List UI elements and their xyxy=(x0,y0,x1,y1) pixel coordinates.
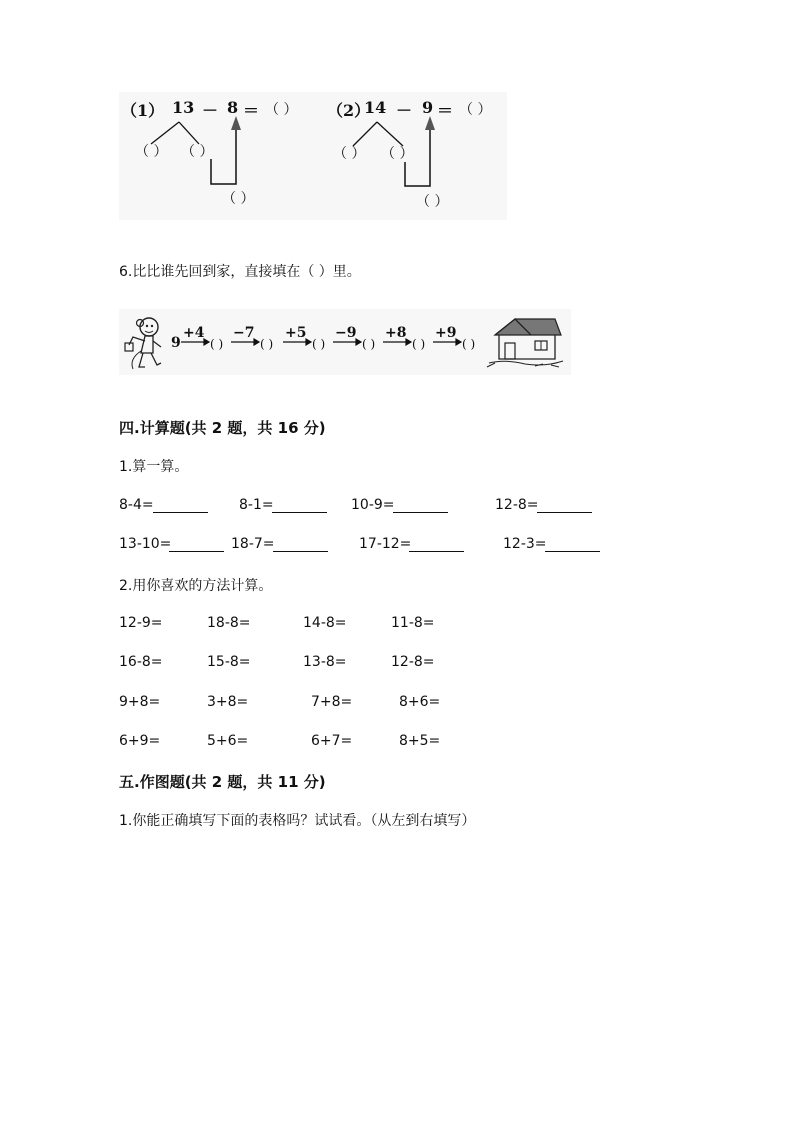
grid-r2-c2: 15-8= xyxy=(207,654,251,670)
race-op-2: −7 xyxy=(233,325,255,341)
q1-minus-sign: － xyxy=(202,101,219,120)
calc-row2-blank3[interactable] xyxy=(409,550,464,552)
calc-row1-item2: 8-1= xyxy=(239,497,274,513)
q1-minuend: 13 xyxy=(172,98,195,117)
section-4-q2-title: 2.用你喜欢的方法计算。 xyxy=(119,578,273,594)
race-blank-5[interactable]: ( ) xyxy=(412,337,426,351)
calc-row1-item1: 8-4= xyxy=(119,497,154,513)
grid-r1-c1: 12-9= xyxy=(119,615,163,631)
calc-row2-item4: 12-3= xyxy=(503,536,547,552)
decomposition-figure xyxy=(119,92,507,220)
race-figure xyxy=(119,309,571,375)
grid-r2-c3: 13-8= xyxy=(303,654,347,670)
grid-r3-c4: 8+6= xyxy=(399,694,441,710)
grid-r1-c3: 14-8= xyxy=(303,615,347,631)
race-op-6: +9 xyxy=(435,325,457,341)
grid-r1-c2: 18-8= xyxy=(207,615,251,631)
calc-row2-item2: 18-7= xyxy=(231,536,275,552)
race-op-3: +5 xyxy=(285,325,307,341)
race-blank-2[interactable]: ( ) xyxy=(260,337,274,351)
house-icon xyxy=(485,315,567,369)
race-op-4: −9 xyxy=(335,325,357,341)
q2-subtrahend: 9 xyxy=(422,98,434,117)
grid-r4-c4: 8+5= xyxy=(399,733,441,749)
grid-r3-c1: 9+8= xyxy=(119,694,161,710)
q2-label: （2） xyxy=(327,101,371,120)
q1-right-part-blank[interactable]: （ ） xyxy=(181,144,214,160)
race-start-number: 9 xyxy=(171,335,181,351)
calc-row1-blank4[interactable] xyxy=(537,511,592,513)
grid-r3-c2: 3+8= xyxy=(207,694,249,710)
calc-row2-blank2[interactable] xyxy=(273,550,328,552)
grid-r4-c3: 6+7= xyxy=(311,733,353,749)
calc-row2-blank4[interactable] xyxy=(545,550,600,552)
grid-r1-c4: 11-8= xyxy=(391,615,435,631)
calc-row2-item3: 17-12= xyxy=(359,536,412,552)
q1-subtrahend: 8 xyxy=(227,98,239,117)
race-blank-6[interactable]: ( ) xyxy=(462,337,476,351)
q2-bottom-blank[interactable]: （ ） xyxy=(416,194,449,210)
section-5-q1-title: 1.你能正确填写下面的表格吗？试试看。（从左到右填写） xyxy=(119,813,476,829)
calc-row1-blank1[interactable] xyxy=(153,511,208,513)
race-op-5: +8 xyxy=(385,325,407,341)
grid-r2-c4: 12-8= xyxy=(391,654,435,670)
race-op-1: +4 xyxy=(183,325,205,341)
q2-answer-blank[interactable]: （ ） xyxy=(459,102,492,118)
q2-left-part-blank[interactable]: （ ） xyxy=(333,146,366,162)
calc-row2-item1: 13-10= xyxy=(119,536,172,552)
q1-equals-sign: ＝ xyxy=(243,101,260,120)
calc-row2-blank1[interactable] xyxy=(169,550,224,552)
race-blank-4[interactable]: ( ) xyxy=(362,337,376,351)
grid-r4-c2: 5+6= xyxy=(207,733,249,749)
grid-r2-c1: 16-8= xyxy=(119,654,163,670)
calc-row1-blank2[interactable] xyxy=(272,511,327,513)
q2-right-part-blank[interactable]: （ ） xyxy=(381,146,414,162)
race-blank-3[interactable]: ( ) xyxy=(312,337,326,351)
calc-row1-blank3[interactable] xyxy=(393,511,448,513)
q2-minus-sign: － xyxy=(396,101,413,120)
q1-left-part-blank[interactable]: （ ） xyxy=(135,144,168,160)
question-6-prompt: 6.比比谁先回到家，直接填在（ ）里。 xyxy=(119,264,361,280)
q2-equals-sign: ＝ xyxy=(437,101,454,120)
grid-r3-c3: 7+8= xyxy=(311,694,353,710)
section-5-title: 五.作图题(共 2 题，共 11 分) xyxy=(119,773,326,791)
q1-label: （1） xyxy=(121,101,165,120)
q1-answer-blank[interactable]: （ ） xyxy=(265,102,298,118)
calc-row1-item4: 12-8= xyxy=(495,497,539,513)
q2-minuend: 14 xyxy=(364,98,387,117)
calc-row1-item3: 10-9= xyxy=(351,497,395,513)
section-4-q1-title: 1.算一算。 xyxy=(119,459,189,475)
section-4-title: 四.计算题(共 2 题，共 16 分) xyxy=(119,419,326,437)
race-blank-1[interactable]: ( ) xyxy=(210,337,224,351)
q1-bottom-blank[interactable]: （ ） xyxy=(222,191,255,207)
grid-r4-c1: 6+9= xyxy=(119,733,161,749)
